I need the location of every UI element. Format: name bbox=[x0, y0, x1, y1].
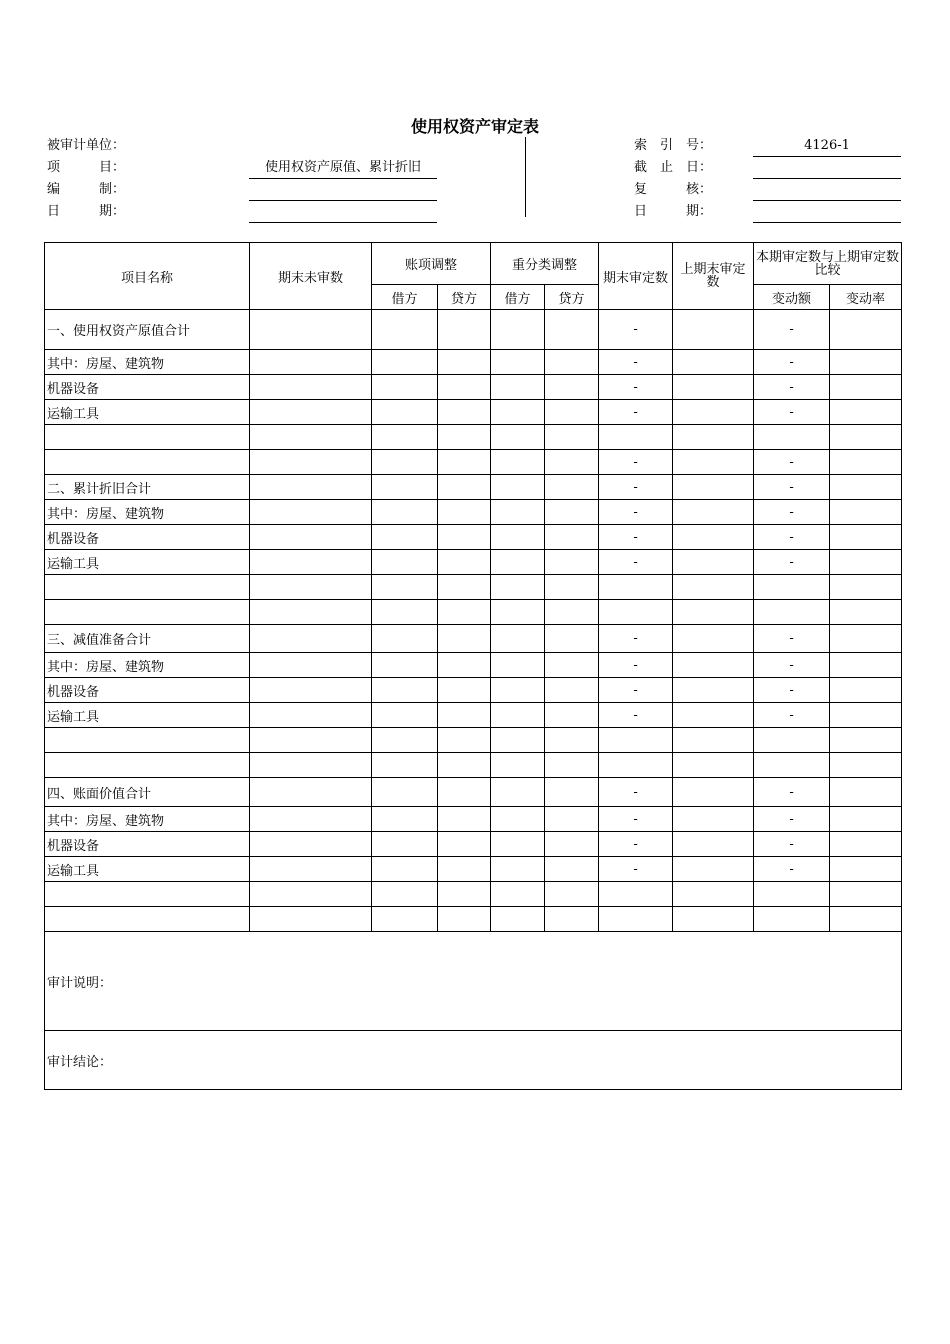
audit-note[interactable]: 审计说明： bbox=[45, 932, 902, 1031]
row-label: 其中：房屋、建筑物 bbox=[45, 653, 250, 678]
row-label: 四、账面价值合计 bbox=[45, 778, 250, 807]
table-cell[interactable] bbox=[491, 375, 545, 400]
table-cell[interactable] bbox=[372, 375, 438, 400]
audited-value-cell[interactable]: - bbox=[599, 857, 673, 882]
table-cell[interactable] bbox=[372, 653, 438, 678]
table-cell[interactable] bbox=[754, 425, 830, 450]
table-row bbox=[45, 882, 902, 907]
table-cell[interactable] bbox=[372, 907, 438, 932]
table-row bbox=[45, 475, 902, 500]
table-cell[interactable] bbox=[372, 728, 438, 753]
table-cell[interactable] bbox=[545, 600, 599, 625]
table-cell[interactable] bbox=[673, 550, 754, 575]
table-cell[interactable] bbox=[491, 550, 545, 575]
reclass-debit-header: 借方 bbox=[491, 285, 545, 310]
table-cell[interactable] bbox=[372, 550, 438, 575]
table-row bbox=[45, 703, 902, 728]
table-cell[interactable] bbox=[673, 425, 754, 450]
table-cell[interactable] bbox=[599, 425, 673, 450]
table-cell[interactable] bbox=[438, 350, 491, 375]
table-cell[interactable] bbox=[545, 625, 599, 653]
table-cell[interactable] bbox=[673, 882, 754, 907]
table-cell[interactable] bbox=[438, 832, 491, 857]
table-row bbox=[45, 728, 902, 753]
change-amount-cell[interactable]: - bbox=[754, 400, 830, 425]
change-amount-cell[interactable]: - bbox=[754, 778, 830, 807]
table-cell[interactable] bbox=[250, 450, 372, 475]
project-value[interactable]: 使用权资产原值、累计折旧 bbox=[264, 160, 421, 175]
table-cell[interactable] bbox=[754, 575, 830, 600]
table-row bbox=[45, 778, 902, 807]
audited-unit-label: 被审计单位： bbox=[47, 138, 126, 153]
table-cell[interactable] bbox=[438, 625, 491, 653]
table-cell[interactable] bbox=[545, 310, 599, 350]
change-amount-cell[interactable]: - bbox=[754, 857, 830, 882]
table-cell[interactable] bbox=[545, 728, 599, 753]
table-cell[interactable] bbox=[545, 375, 599, 400]
table-cell[interactable] bbox=[491, 500, 545, 525]
table-cell[interactable] bbox=[372, 807, 438, 832]
table-cell[interactable] bbox=[830, 600, 902, 625]
reclass-credit-header: 贷方 bbox=[545, 285, 599, 310]
table-cell[interactable] bbox=[830, 778, 902, 807]
table-cell[interactable] bbox=[438, 728, 491, 753]
row-label: 机器设备 bbox=[45, 832, 250, 857]
table-cell[interactable] bbox=[250, 907, 372, 932]
table-cell[interactable] bbox=[250, 807, 372, 832]
table-cell[interactable] bbox=[673, 350, 754, 375]
row-label bbox=[45, 753, 250, 778]
row-label: 机器设备 bbox=[45, 375, 250, 400]
table-cell[interactable] bbox=[438, 525, 491, 550]
table-cell[interactable] bbox=[830, 310, 902, 350]
change-amount-cell[interactable]: - bbox=[754, 653, 830, 678]
table-row bbox=[45, 857, 902, 882]
table-cell[interactable] bbox=[491, 703, 545, 728]
table-cell[interactable] bbox=[830, 525, 902, 550]
table-cell[interactable] bbox=[491, 400, 545, 425]
table-cell[interactable] bbox=[830, 832, 902, 857]
change-amount-cell[interactable]: - bbox=[754, 475, 830, 500]
table-cell[interactable] bbox=[250, 425, 372, 450]
table-cell[interactable] bbox=[599, 575, 673, 600]
table-cell[interactable] bbox=[545, 678, 599, 703]
table-cell[interactable] bbox=[438, 375, 491, 400]
table-cell[interactable] bbox=[372, 882, 438, 907]
table-cell[interactable] bbox=[599, 728, 673, 753]
table-cell[interactable] bbox=[673, 703, 754, 728]
table-cell[interactable] bbox=[491, 475, 545, 500]
table-cell[interactable] bbox=[372, 857, 438, 882]
table-cell[interactable] bbox=[250, 625, 372, 653]
table-cell[interactable] bbox=[491, 882, 545, 907]
table-cell[interactable] bbox=[830, 907, 902, 932]
table-cell[interactable] bbox=[250, 550, 372, 575]
audited-value-cell[interactable]: - bbox=[599, 475, 673, 500]
table-cell[interactable] bbox=[438, 907, 491, 932]
index-no-value[interactable]: 4126-1 bbox=[804, 138, 850, 153]
table-cell[interactable] bbox=[250, 778, 372, 807]
table-cell[interactable] bbox=[438, 450, 491, 475]
table-cell[interactable] bbox=[830, 653, 902, 678]
change-amount-cell[interactable]: - bbox=[754, 832, 830, 857]
table-cell[interactable] bbox=[673, 807, 754, 832]
col-audited-header: 期末审定数 bbox=[599, 243, 673, 310]
table-row bbox=[45, 600, 902, 625]
row-label: 运输工具 bbox=[45, 857, 250, 882]
table-row bbox=[45, 907, 902, 932]
table-row bbox=[45, 575, 902, 600]
index-no-label: 索 引 号： bbox=[634, 138, 713, 153]
table-cell[interactable] bbox=[754, 753, 830, 778]
table-cell[interactable] bbox=[830, 425, 902, 450]
table-cell[interactable] bbox=[830, 475, 902, 500]
table-cell[interactable] bbox=[372, 400, 438, 425]
table-cell[interactable] bbox=[830, 882, 902, 907]
table-cell[interactable] bbox=[830, 728, 902, 753]
table-cell[interactable] bbox=[673, 625, 754, 653]
table-cell[interactable] bbox=[438, 857, 491, 882]
table-row bbox=[45, 525, 902, 550]
table-cell[interactable] bbox=[438, 425, 491, 450]
table-cell[interactable] bbox=[491, 425, 545, 450]
table-row bbox=[45, 400, 902, 425]
row-label: 其中：房屋、建筑物 bbox=[45, 807, 250, 832]
row-label bbox=[45, 575, 250, 600]
table-cell[interactable] bbox=[250, 728, 372, 753]
table-cell[interactable] bbox=[830, 807, 902, 832]
table-cell[interactable] bbox=[830, 500, 902, 525]
col-item-name-header: 项目名称 bbox=[45, 243, 250, 310]
table-cell[interactable] bbox=[545, 450, 599, 475]
table-cell[interactable] bbox=[673, 753, 754, 778]
table-cell[interactable] bbox=[545, 832, 599, 857]
table-cell[interactable] bbox=[250, 400, 372, 425]
table-row bbox=[45, 678, 902, 703]
table-cell[interactable] bbox=[545, 425, 599, 450]
table-cell[interactable] bbox=[438, 778, 491, 807]
table-row bbox=[45, 450, 902, 475]
date-field-right[interactable] bbox=[753, 222, 901, 223]
table-cell[interactable] bbox=[438, 400, 491, 425]
audited-value-cell[interactable]: - bbox=[599, 678, 673, 703]
table-cell[interactable] bbox=[372, 703, 438, 728]
table-cell[interactable] bbox=[545, 807, 599, 832]
table-row bbox=[45, 653, 902, 678]
table-cell[interactable] bbox=[545, 500, 599, 525]
table-cell[interactable] bbox=[673, 857, 754, 882]
table-cell[interactable] bbox=[754, 907, 830, 932]
audited-value-cell[interactable]: - bbox=[599, 703, 673, 728]
table-cell[interactable] bbox=[545, 778, 599, 807]
table-cell[interactable] bbox=[491, 450, 545, 475]
table-cell[interactable] bbox=[372, 310, 438, 350]
table-row bbox=[45, 425, 902, 450]
table-row bbox=[45, 350, 902, 375]
row-label bbox=[45, 728, 250, 753]
table-cell[interactable] bbox=[545, 907, 599, 932]
table-cell[interactable] bbox=[673, 678, 754, 703]
page-title: 使用权资产审定表 bbox=[410, 117, 539, 136]
change-rate-header: 变动率 bbox=[830, 285, 902, 310]
prepared-by-field[interactable] bbox=[249, 200, 437, 201]
table-cell[interactable] bbox=[545, 525, 599, 550]
table-cell[interactable] bbox=[372, 832, 438, 857]
table-row bbox=[45, 375, 902, 400]
index-no-underline bbox=[753, 156, 901, 157]
adjust-credit-header: 贷方 bbox=[438, 285, 491, 310]
row-label: 一、使用权资产原值合计 bbox=[45, 310, 250, 350]
table-cell[interactable] bbox=[545, 753, 599, 778]
table-cell[interactable] bbox=[372, 600, 438, 625]
table-cell[interactable] bbox=[491, 753, 545, 778]
table-cell[interactable] bbox=[545, 475, 599, 500]
audit-table bbox=[44, 242, 902, 1090]
table-cell[interactable] bbox=[250, 350, 372, 375]
table-cell[interactable] bbox=[673, 575, 754, 600]
table-cell[interactable] bbox=[673, 525, 754, 550]
table-cell[interactable] bbox=[491, 778, 545, 807]
row-label: 机器设备 bbox=[45, 525, 250, 550]
table-cell[interactable] bbox=[673, 653, 754, 678]
table-cell[interactable] bbox=[250, 653, 372, 678]
table-cell[interactable] bbox=[830, 575, 902, 600]
table-cell[interactable] bbox=[599, 882, 673, 907]
table-row bbox=[45, 753, 902, 778]
row-label: 运输工具 bbox=[45, 550, 250, 575]
table-cell[interactable] bbox=[830, 678, 902, 703]
table-cell[interactable] bbox=[830, 450, 902, 475]
table-cell[interactable] bbox=[545, 857, 599, 882]
table-cell[interactable] bbox=[372, 500, 438, 525]
table-cell[interactable] bbox=[754, 600, 830, 625]
table-cell[interactable] bbox=[830, 550, 902, 575]
table-cell[interactable] bbox=[491, 625, 545, 653]
table-cell[interactable] bbox=[830, 350, 902, 375]
col-compare-header: 本期审定数与上期审定数比较 bbox=[754, 243, 902, 285]
table-cell[interactable] bbox=[599, 600, 673, 625]
table-cell[interactable] bbox=[491, 678, 545, 703]
audited-value-cell[interactable]: - bbox=[599, 450, 673, 475]
audited-value-cell[interactable]: - bbox=[599, 778, 673, 807]
audited-value-cell[interactable]: - bbox=[599, 807, 673, 832]
project-label: 项 目： bbox=[47, 160, 126, 175]
table-cell[interactable] bbox=[250, 832, 372, 857]
table-cell[interactable] bbox=[545, 400, 599, 425]
change-amount-cell[interactable]: - bbox=[754, 550, 830, 575]
table-cell[interactable] bbox=[491, 310, 545, 350]
change-amount-cell[interactable]: - bbox=[754, 375, 830, 400]
table-cell[interactable] bbox=[491, 350, 545, 375]
audited-value-cell[interactable]: - bbox=[599, 832, 673, 857]
audited-value-cell[interactable]: - bbox=[599, 310, 673, 350]
cutoff-date-label: 截 止 日： bbox=[634, 160, 713, 175]
table-cell[interactable] bbox=[545, 653, 599, 678]
change-amount-cell[interactable]: - bbox=[754, 807, 830, 832]
table-cell[interactable] bbox=[250, 600, 372, 625]
table-cell[interactable] bbox=[438, 575, 491, 600]
project-underline bbox=[249, 178, 437, 179]
table-cell[interactable] bbox=[372, 525, 438, 550]
table-cell[interactable] bbox=[491, 653, 545, 678]
table-cell[interactable] bbox=[599, 753, 673, 778]
table-cell[interactable] bbox=[673, 450, 754, 475]
table-cell[interactable] bbox=[250, 678, 372, 703]
row-label: 机器设备 bbox=[45, 678, 250, 703]
audited-value-cell[interactable]: - bbox=[599, 550, 673, 575]
audited-value-cell[interactable]: - bbox=[599, 653, 673, 678]
audited-value-cell[interactable]: - bbox=[599, 525, 673, 550]
col-unaudited-header: 期末未审数 bbox=[250, 243, 372, 310]
table-cell[interactable] bbox=[372, 575, 438, 600]
row-label: 其中：房屋、建筑物 bbox=[45, 350, 250, 375]
table-cell[interactable] bbox=[372, 450, 438, 475]
table-cell[interactable] bbox=[673, 400, 754, 425]
table-cell[interactable] bbox=[491, 907, 545, 932]
audit-conclusion[interactable]: 审计结论： bbox=[45, 1031, 902, 1090]
table-row bbox=[45, 625, 902, 653]
reviewer-label: 复 核： bbox=[634, 182, 713, 197]
table-row bbox=[45, 550, 902, 575]
table-cell[interactable] bbox=[250, 525, 372, 550]
prepared-by-label: 编 制： bbox=[47, 182, 126, 197]
table-row bbox=[45, 310, 902, 350]
table-cell[interactable] bbox=[250, 310, 372, 350]
audited-value-cell[interactable]: - bbox=[599, 625, 673, 653]
row-label bbox=[45, 450, 250, 475]
table-cell[interactable] bbox=[372, 753, 438, 778]
row-label bbox=[45, 425, 250, 450]
audited-value-cell[interactable]: - bbox=[599, 375, 673, 400]
audited-value-cell[interactable]: - bbox=[599, 350, 673, 375]
date-field-left[interactable] bbox=[249, 222, 437, 223]
table-cell[interactable] bbox=[372, 625, 438, 653]
change-amount-header: 变动额 bbox=[754, 285, 830, 310]
audited-value-cell[interactable]: - bbox=[599, 500, 673, 525]
table-cell[interactable] bbox=[438, 500, 491, 525]
table-cell[interactable] bbox=[673, 907, 754, 932]
table-cell[interactable] bbox=[491, 857, 545, 882]
change-amount-cell[interactable]: - bbox=[754, 625, 830, 653]
change-amount-cell[interactable]: - bbox=[754, 500, 830, 525]
table-cell[interactable] bbox=[830, 400, 902, 425]
table-cell[interactable] bbox=[491, 728, 545, 753]
table-cell[interactable] bbox=[438, 753, 491, 778]
table-cell[interactable] bbox=[754, 728, 830, 753]
table-cell[interactable] bbox=[438, 807, 491, 832]
col-adjustment-header: 账项调整 bbox=[372, 243, 491, 285]
table-cell[interactable] bbox=[491, 525, 545, 550]
table-row bbox=[45, 807, 902, 832]
table-row bbox=[45, 832, 902, 857]
table-cell[interactable] bbox=[491, 600, 545, 625]
table-cell[interactable] bbox=[372, 778, 438, 807]
row-label: 二、累计折旧合计 bbox=[45, 475, 250, 500]
change-amount-cell[interactable]: - bbox=[754, 450, 830, 475]
change-amount-cell[interactable]: - bbox=[754, 703, 830, 728]
change-amount-cell[interactable]: - bbox=[754, 525, 830, 550]
table-cell[interactable] bbox=[830, 375, 902, 400]
table-cell[interactable] bbox=[438, 475, 491, 500]
table-cell[interactable] bbox=[673, 475, 754, 500]
row-label: 运输工具 bbox=[45, 703, 250, 728]
table-row bbox=[45, 500, 902, 525]
table-cell[interactable] bbox=[830, 625, 902, 653]
row-label: 三、减值准备合计 bbox=[45, 625, 250, 653]
table-cell[interactable] bbox=[545, 703, 599, 728]
table-cell[interactable] bbox=[491, 807, 545, 832]
table-cell[interactable] bbox=[673, 778, 754, 807]
table-cell[interactable] bbox=[491, 575, 545, 600]
table-cell[interactable] bbox=[372, 475, 438, 500]
table-cell[interactable] bbox=[250, 882, 372, 907]
table-cell[interactable] bbox=[545, 550, 599, 575]
row-label: 运输工具 bbox=[45, 400, 250, 425]
table-cell[interactable] bbox=[250, 753, 372, 778]
table-cell[interactable] bbox=[250, 575, 372, 600]
table-cell[interactable] bbox=[438, 600, 491, 625]
table-cell[interactable] bbox=[250, 500, 372, 525]
table-cell[interactable] bbox=[250, 703, 372, 728]
change-amount-cell[interactable]: - bbox=[754, 350, 830, 375]
reviewer-field[interactable] bbox=[753, 200, 901, 201]
change-amount-cell[interactable]: - bbox=[754, 678, 830, 703]
table-cell[interactable] bbox=[830, 857, 902, 882]
table-cell[interactable] bbox=[545, 575, 599, 600]
col-reclass-header: 重分类调整 bbox=[491, 243, 599, 285]
col-prior-header: 上期末审定数 bbox=[673, 243, 754, 310]
change-amount-cell[interactable]: - bbox=[754, 310, 830, 350]
table-cell[interactable] bbox=[372, 678, 438, 703]
row-label: 其中：房屋、建筑物 bbox=[45, 500, 250, 525]
table-cell[interactable] bbox=[438, 550, 491, 575]
table-cell[interactable] bbox=[250, 857, 372, 882]
row-label bbox=[45, 907, 250, 932]
date-label-right: 日 期： bbox=[634, 204, 713, 219]
table-cell[interactable] bbox=[438, 653, 491, 678]
adjust-debit-header: 借方 bbox=[372, 285, 438, 310]
row-label bbox=[45, 600, 250, 625]
table-cell[interactable] bbox=[754, 882, 830, 907]
table-cell[interactable] bbox=[673, 832, 754, 857]
date-label-left: 日 期： bbox=[47, 204, 126, 219]
table-cell[interactable] bbox=[372, 425, 438, 450]
table-cell[interactable] bbox=[673, 600, 754, 625]
table-cell[interactable] bbox=[250, 475, 372, 500]
table-cell[interactable] bbox=[491, 832, 545, 857]
table-cell[interactable] bbox=[438, 678, 491, 703]
table-cell[interactable] bbox=[545, 882, 599, 907]
table-cell[interactable] bbox=[673, 375, 754, 400]
header-divider bbox=[525, 137, 526, 217]
table-cell[interactable] bbox=[545, 350, 599, 375]
table-cell[interactable] bbox=[599, 907, 673, 932]
table-cell[interactable] bbox=[372, 350, 438, 375]
table-cell[interactable] bbox=[673, 310, 754, 350]
table-cell[interactable] bbox=[438, 703, 491, 728]
cutoff-date-field[interactable] bbox=[753, 178, 901, 179]
audited-value-cell[interactable]: - bbox=[599, 400, 673, 425]
table-cell[interactable] bbox=[673, 728, 754, 753]
table-cell[interactable] bbox=[673, 500, 754, 525]
table-cell[interactable] bbox=[250, 375, 372, 400]
row-label bbox=[45, 882, 250, 907]
table-cell[interactable] bbox=[830, 753, 902, 778]
table-cell[interactable] bbox=[438, 882, 491, 907]
table-cell[interactable] bbox=[438, 310, 491, 350]
table-cell[interactable] bbox=[830, 703, 902, 728]
